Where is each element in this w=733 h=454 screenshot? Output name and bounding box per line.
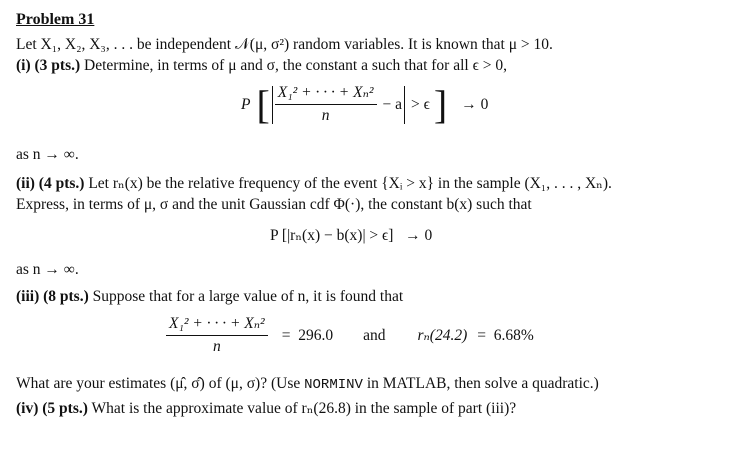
- part-ii-body-1: Let rₙ(x) be the relative frequency of the event {Xᵢ > x} in the sample (X₁, . . . , Xₙ).: [84, 175, 612, 192]
- part-iii-label: (iii) (8 pts.): [16, 288, 89, 305]
- iii-lhs-2: rₙ(24.2): [417, 327, 468, 344]
- sum-squares-fraction: [275, 84, 377, 125]
- part-iii-equation: [16, 307, 721, 365]
- abs-bar-left: [272, 86, 273, 124]
- part-ii-label: (ii) (4 pts.): [16, 175, 85, 192]
- part-iv-label: (iv) (5 pts.): [16, 400, 88, 417]
- part-ii-text: [16, 173, 721, 194]
- prob-symbol: P: [241, 95, 251, 113]
- iii-fraction: [166, 315, 268, 356]
- abs-bar-right: [404, 86, 405, 124]
- part-iv-body: What is the approximate value of rₙ(26.8) in the sample of part (iii)?: [87, 400, 517, 417]
- part-ii-after: as n → ∞.: [16, 261, 79, 278]
- part-i-after: as n → ∞.: [16, 146, 79, 163]
- part-i-label: (i) (3 pts.): [16, 57, 81, 74]
- part-ii-equation: [16, 215, 721, 259]
- limit-arrow: → 0: [461, 95, 489, 113]
- fraction-numerator: X₁² + · · · + Xₙ²: [275, 84, 377, 105]
- part-i-body: Determine, in terms of μ and σ, the constant a such that for all ϵ > 0,: [80, 57, 507, 74]
- norminv-code: NORMINV: [304, 377, 363, 393]
- iii-fraction-numerator: X₁² + · · · + Xₙ²: [166, 315, 268, 336]
- part-iii-question: [16, 373, 721, 396]
- q-pre: What are your estimates (μ̂, σ̂) of (μ, σ)? (Use: [16, 375, 305, 392]
- q-post: in MATLAB, then solve a quadratic.): [362, 375, 599, 392]
- part-ii-equation-text: P [|rₙ(x) − b(x)| > ϵ] → 0: [270, 227, 433, 244]
- part-iv-text: [16, 398, 721, 419]
- part-i-equation: [16, 80, 721, 138]
- iii-value-2: = 6.68%: [477, 326, 534, 344]
- problem-title: Problem 31: [16, 11, 95, 28]
- right-bracket: ]: [433, 81, 448, 127]
- intro-text: Let X₁, X₂, X₃, . . . be independent 𝒩(μ, σ²) random variables. It is known that μ > 10.: [16, 36, 553, 53]
- iii-fraction-denominator: n: [212, 338, 221, 355]
- part-iii-body: Suppose that for a large value of n, it is found that: [88, 288, 404, 305]
- part-iii-text: [16, 286, 721, 307]
- iii-and: and: [363, 326, 386, 344]
- greater-than-eps: > ϵ: [411, 95, 430, 113]
- left-bracket: [: [256, 81, 270, 127]
- part-i-text: [16, 55, 721, 76]
- problem-page: [16, 10, 721, 419]
- fraction-denominator: n: [321, 107, 330, 124]
- part-ii-text-2: Express, in terms of μ, σ and the unit Gaussian cdf Φ(·), the constant b(x) such that: [16, 196, 532, 213]
- minus-a: − a: [382, 95, 402, 113]
- iii-value-1: = 296.0: [281, 326, 334, 344]
